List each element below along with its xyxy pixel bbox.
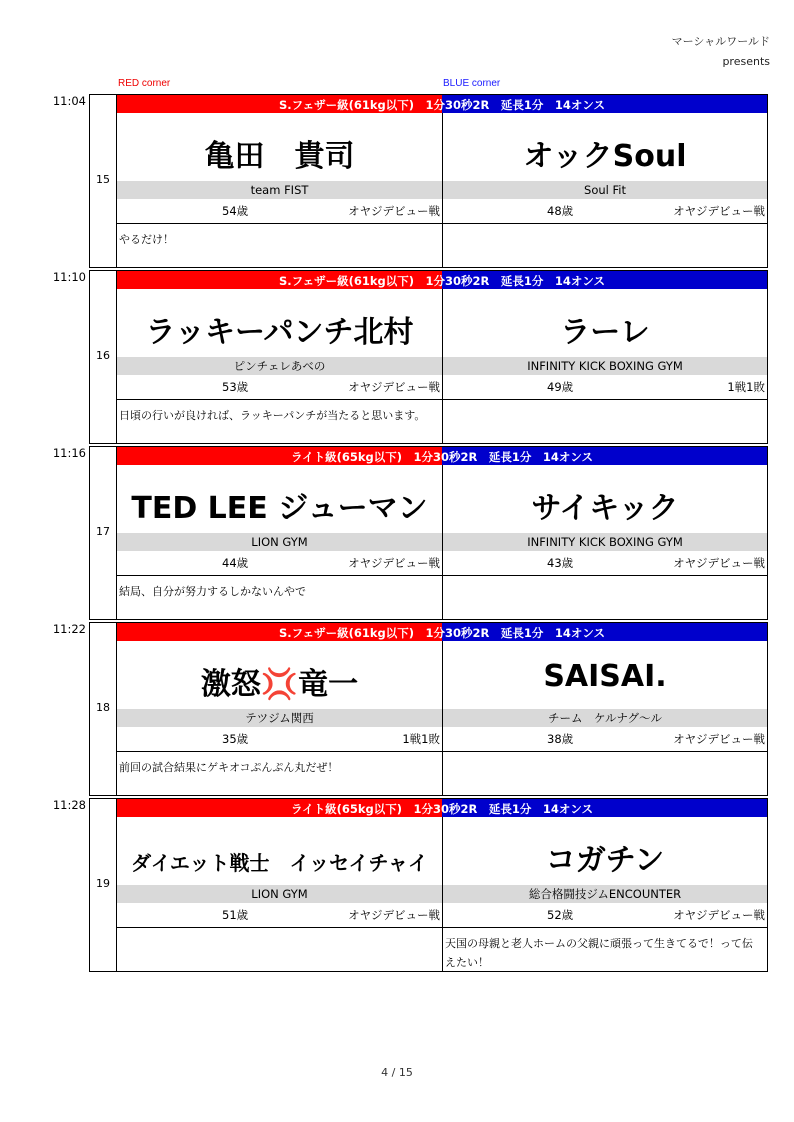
fighter-comment: 結局、自分が努力するしかないんやで (119, 585, 306, 598)
bout-card (116, 798, 768, 972)
divider (443, 751, 767, 752)
blue-fighter (442, 289, 767, 443)
blue-fighter (442, 817, 767, 971)
fighter-record: 1戦1敗 (402, 732, 440, 746)
red-corner-label: RED corner (118, 78, 171, 89)
fighter-age: 52歳 (547, 908, 574, 922)
bout-card (116, 446, 768, 620)
bout-number: 17 (96, 525, 110, 538)
bout-time: 11:04 (52, 94, 86, 108)
bout-number: 18 (96, 701, 110, 714)
weight-class: ライト級(65kg以下) 1分30秒2R 延長1分 14オンス (290, 450, 594, 464)
bout-number: 19 (96, 877, 110, 890)
bout-row (30, 268, 767, 444)
divider (117, 751, 442, 752)
bout-time: 11:22 (52, 622, 86, 636)
fighter-name: オックSoul (523, 139, 687, 174)
bout-number-cell (89, 446, 116, 620)
fighter-record: オヤジデビュー戦 (673, 204, 765, 218)
page-number: 4 / 15 (381, 1066, 413, 1079)
divider (443, 223, 767, 224)
bout-row (30, 620, 767, 796)
weight-class: S.フェザー級(61kg以下) 1分30秒2R 延長1分 14オンス (279, 98, 605, 112)
fighter-age: 35歳 (222, 732, 249, 746)
weight-class: ライト級(65kg以下) 1分30秒2R 延長1分 14オンス (290, 802, 594, 816)
fighter-gym: テツジム関西 (117, 709, 442, 727)
divider (117, 575, 442, 576)
red-fighter (117, 641, 442, 795)
bout-number: 15 (96, 173, 110, 186)
bout-number-cell (89, 622, 116, 796)
red-fighter (117, 289, 442, 443)
fighter-name: 亀田 貴司 (204, 139, 355, 174)
bout-card (116, 94, 768, 268)
fighter-age: 44歳 (222, 556, 249, 570)
fighter-name: コガチン (545, 843, 665, 878)
weight-class: S.フェザー級(61kg以下) 1分30秒2R 延長1分 14オンス (279, 274, 605, 288)
fighter-age: 51歳 (222, 908, 249, 922)
fighter-record: オヤジデビュー戦 (348, 556, 440, 570)
fighter-age: 49歳 (547, 380, 574, 394)
bout-time: 11:10 (52, 270, 86, 284)
fighter-record: オヤジデビュー戦 (348, 380, 440, 394)
bout-card (116, 622, 768, 796)
fighter-gym: LION GYM (117, 533, 442, 551)
fighter-comment: 前回の試合結果にゲキオコぷんぷん丸だぜ！ (119, 761, 339, 774)
divider (443, 399, 767, 400)
fighter-record: 1戦1敗 (727, 380, 765, 394)
bout-number-cell (89, 798, 116, 972)
fighter-record: オヤジデビュー戦 (673, 556, 765, 570)
fighter-gym: LION GYM (117, 885, 442, 903)
blue-corner-label: BLUE corner (443, 78, 501, 89)
fighter-age: 54歳 (222, 204, 249, 218)
fighter-name: SAISAI. (543, 659, 667, 694)
red-fighter (117, 113, 442, 267)
divider (443, 575, 767, 576)
blue-fighter (442, 641, 767, 795)
bout-row (30, 796, 767, 972)
fighter-age: 53歳 (222, 380, 249, 394)
fighter-record: オヤジデビュー戦 (673, 908, 765, 922)
bout-time: 11:16 (52, 446, 86, 460)
fighter-name: ダイエット戦士 イッセイチャイ (131, 851, 428, 875)
presents-label: presents (722, 55, 770, 68)
red-fighter (117, 465, 442, 619)
fighter-comment: 天国の母親と老人ホームの父親に頑張って生きてるで！って伝えたい！ (445, 937, 753, 969)
fighter-record: オヤジデビュー戦 (348, 204, 440, 218)
fighter-age: 38歳 (547, 732, 574, 746)
fighter-gym: INFINITY KICK BOXING GYM (443, 357, 767, 375)
fighter-record: オヤジデビュー戦 (673, 732, 765, 746)
fighter-name: サイキック (531, 491, 679, 526)
bout-row (30, 444, 767, 620)
fighter-gym: INFINITY KICK BOXING GYM (443, 533, 767, 551)
fighter-name: TED LEE ジューマン (131, 491, 428, 526)
fighter-age: 48歳 (547, 204, 574, 218)
bout-time: 11:28 (52, 798, 86, 812)
fighter-record: オヤジデビュー戦 (348, 908, 440, 922)
divider (443, 927, 767, 928)
fighter-comment: やるだけ！ (119, 233, 174, 246)
bout-number-cell (89, 94, 116, 268)
bout-list (30, 92, 767, 972)
fighter-comment: 日頃の行いが良ければ、ラッキーパンチが当たると思います。 (119, 409, 426, 422)
fighter-name: 激怒💢竜一 (200, 667, 359, 702)
fighter-name: ラッキーパンチ北村 (145, 315, 414, 350)
weight-class: S.フェザー級(61kg以下) 1分30秒2R 延長1分 14オンス (279, 626, 605, 640)
divider (117, 223, 442, 224)
divider (117, 927, 442, 928)
organizer-name: マーシャルワールド (671, 35, 770, 48)
red-fighter (117, 817, 442, 971)
fighter-gym: 総合格闘技ジムENCOUNTER (443, 885, 767, 903)
fighter-gym: Soul Fit (443, 181, 767, 199)
fighter-age: 43歳 (547, 556, 574, 570)
fighter-name: ラーレ (560, 315, 650, 350)
blue-fighter (442, 113, 767, 267)
bout-number: 16 (96, 349, 110, 362)
blue-fighter (442, 465, 767, 619)
fighter-gym: team FIST (117, 181, 442, 199)
bout-number-cell (89, 270, 116, 444)
fighter-gym: チーム ケルナグ〜ル (443, 709, 767, 727)
fighter-gym: ピンチェレあべの (117, 357, 442, 375)
divider (117, 399, 442, 400)
bout-row (30, 92, 767, 268)
bout-card (116, 270, 768, 444)
